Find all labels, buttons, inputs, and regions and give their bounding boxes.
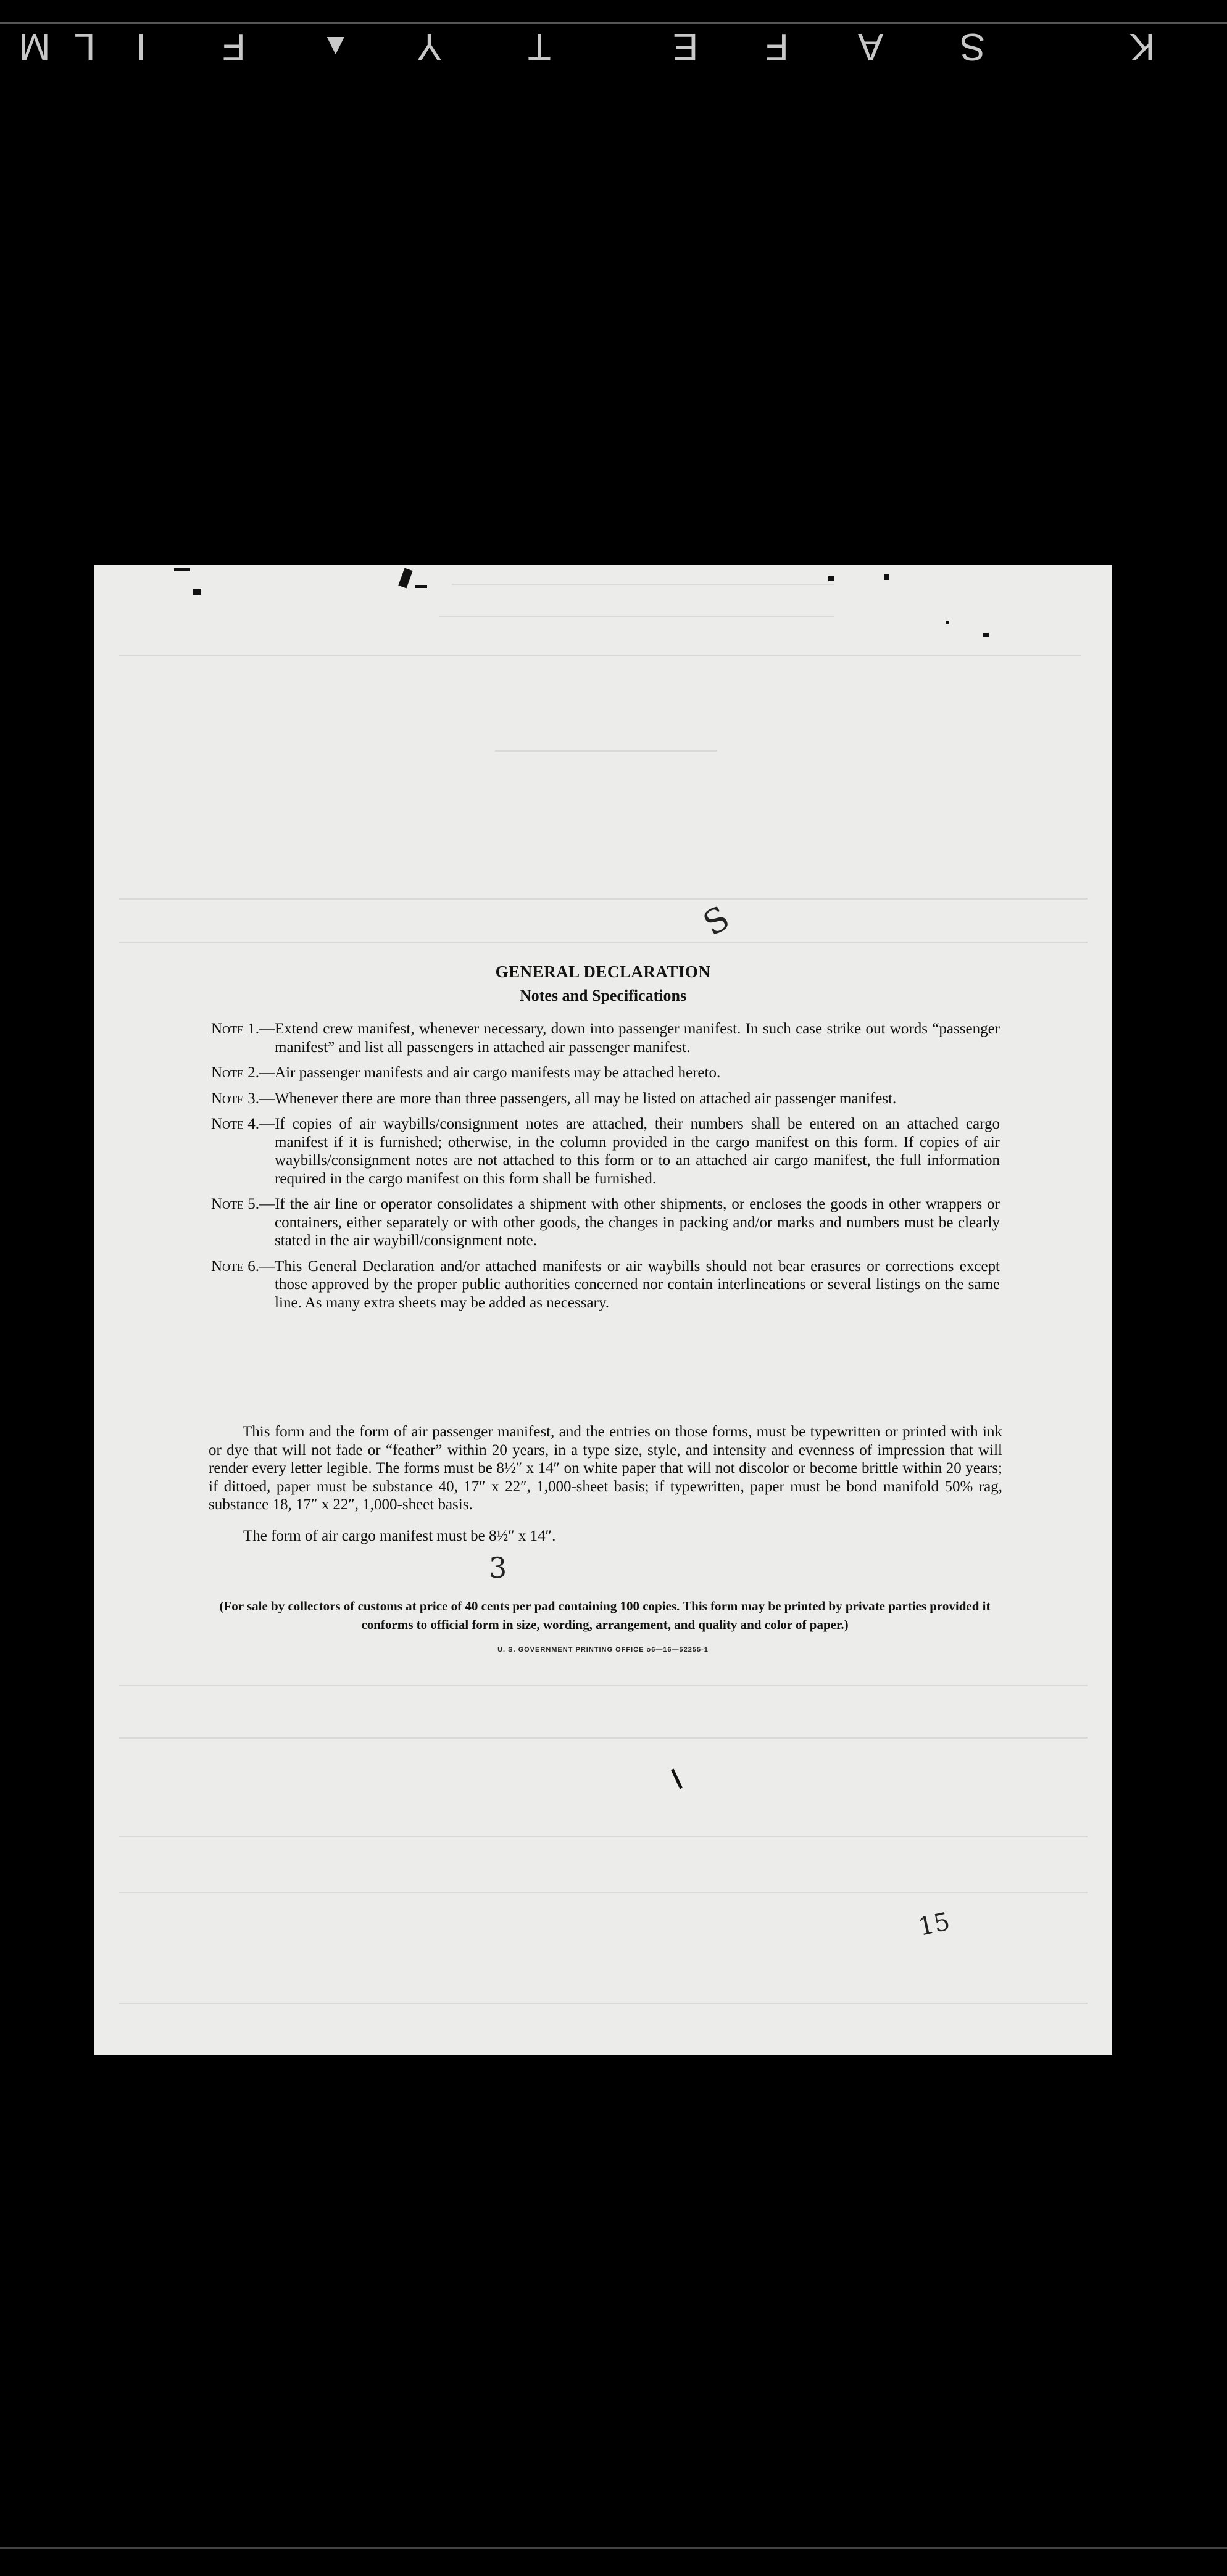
film-letter: Y: [417, 25, 443, 68]
film-edge-line-bottom: [0, 2547, 1227, 2549]
show-through-line: [119, 1892, 1088, 1893]
show-through-line: [119, 2003, 1088, 2004]
show-through-line: [119, 655, 1081, 656]
show-through-line: [119, 1685, 1088, 1686]
requirements-paragraph: This form and the form of air passenger manifest, and the entries on those forms, must be typewritten or printed with ink or dye that will not fade or “feather” within 20 years, in a type size, style, and intensity and evenness of impression that will render every letter legible. The forms must be 8½″ x 14″ on white paper that will not discolor or become brittle within 20 years; if dittoed, paper must be substance 40, 17″ x 22″, 1,000-sheet basis; if typewritten, paper must be bond manifold 50% rag, substance 18, 17″ x 22″, 1,000-sheet basis.: [209, 1423, 1002, 1513]
scan-speck: [174, 568, 190, 571]
scan-speck: [884, 574, 889, 580]
scan-speck: [415, 585, 427, 588]
note-text: Air passenger manifests and air cargo manifests may be attached hereto.: [275, 1064, 721, 1081]
page-title: GENERAL DECLARATION: [495, 963, 711, 981]
show-through-line: [495, 750, 717, 752]
note-item: [211, 1064, 1000, 1082]
note-text: Whenever there are more than three passengers, all may be listed on attached air passenger manifest.: [275, 1090, 897, 1107]
film-letter: F: [765, 25, 789, 68]
film-edge-text: [0, 19, 1227, 74]
film-letter: L: [74, 25, 96, 68]
note-item: [211, 1020, 1000, 1056]
notes-list: [211, 1020, 1000, 1319]
note-text: This General Declaration and/or attached manifests or air waybills should not bear erasures or corrections except those approved by the proper public authorities concerned nor contain interlineations or several listings on the same line. As many extra sheets may be added as necessary.: [275, 1257, 1000, 1311]
note-label: Note 2.—: [211, 1064, 275, 1081]
scan-speck: [398, 568, 412, 589]
note-item: [211, 1257, 1000, 1312]
note-item: [211, 1090, 1000, 1108]
handwritten-mark: 3: [489, 1551, 507, 1584]
film-letter: K: [1129, 25, 1155, 68]
cargo-manifest-size-note: The form of air cargo manifest must be 8½″ x 14″.: [243, 1528, 556, 1544]
film-letter: T: [528, 25, 551, 68]
note-text: If the air line or operator consolidates a shipment with other shipments, or encloses the goods in other wrappers or containers, either separately or with other goods, the changes in packing and/or marks and numbers must be clearly stated in the air waybill/consignment note.: [275, 1196, 1000, 1249]
note-label: Note 5.—: [211, 1196, 275, 1212]
film-letter: M: [19, 25, 51, 68]
pen-mark: [671, 1769, 683, 1789]
note-item: [211, 1195, 1000, 1250]
scan-speck: [828, 576, 834, 581]
handwritten-mark: S: [696, 898, 736, 944]
film-letter: F: [222, 25, 246, 68]
film-letter: I: [136, 25, 147, 68]
show-through-line: [119, 898, 1088, 900]
film-letter: E: [673, 25, 699, 68]
show-through-line: [119, 942, 1088, 943]
show-through-line: [439, 616, 834, 617]
scan-speck: [983, 633, 989, 637]
note-label: Note 1.—: [211, 1021, 275, 1037]
document-page: [94, 565, 1112, 2055]
film-letter: S: [960, 25, 986, 68]
show-through-line: [119, 1836, 1088, 1837]
page-subtitle: Notes and Specifications: [519, 987, 687, 1004]
note-text: Extend crew manifest, whenever necessary, down into passenger manifest. In such case strike out words “passenger manifest” and list all passengers in attached air passenger manifest.: [275, 1021, 1000, 1056]
note-label: Note 3.—: [211, 1090, 275, 1107]
show-through-line: [452, 584, 834, 585]
note-label: Note 6.—: [211, 1257, 275, 1275]
note-label: Note 4.—: [211, 1116, 275, 1132]
scan-speck: [193, 589, 201, 595]
note-item: [211, 1115, 1000, 1188]
handwritten-mark: 15: [915, 1907, 953, 1942]
printer-imprint: U. S. GOVERNMENT PRINTING OFFICE o6—16—52255-1: [497, 1646, 709, 1654]
film-triangle-icon: ▲: [321, 30, 351, 63]
film-letter: A: [858, 25, 884, 68]
note-text: If copies of air waybills/consignment notes are attached, their numbers shall be entered on an attached cargo manifest if it is furnished; otherwise, in the column provided in the cargo manifest on this form. If copies of air waybills/consignment notes are not attached to this form or to an attached air cargo manifest, the full information required in the cargo manifest on this form shall be furnished.: [275, 1116, 1000, 1187]
sale-notice: (For sale by collectors of customs at price of 40 cents per pad containing 100 copies. This form may be printed by private parties provided it conforms to official form in size, wording, arrangement, and quality and color of paper.): [219, 1599, 991, 1632]
scan-speck: [946, 621, 949, 624]
show-through-line: [119, 1737, 1088, 1739]
